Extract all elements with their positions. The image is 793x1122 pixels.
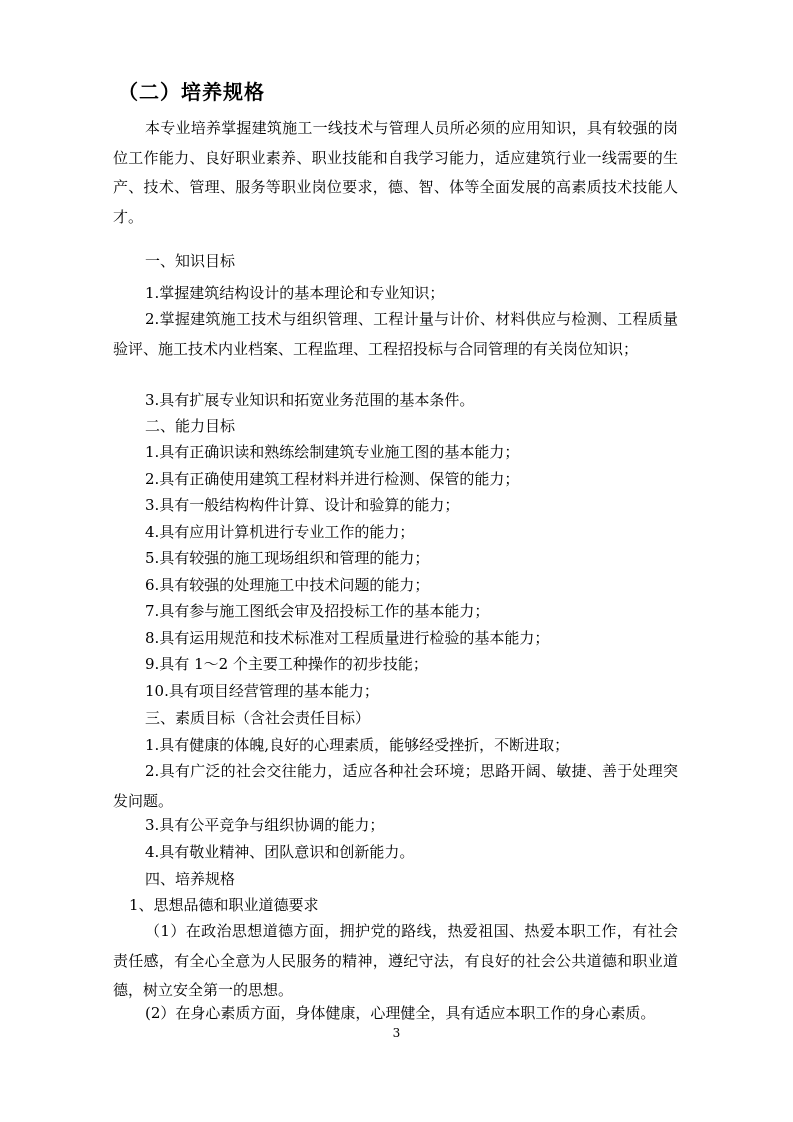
quality-item: 3.具有公平竞争与组织协调的能力； xyxy=(145,816,385,834)
ability-item: 4.具有应用计算机进行专业工作的能力； xyxy=(145,523,415,541)
section-title: （二）培养规格 xyxy=(118,80,265,104)
spec-heading: 四、培养规格 xyxy=(145,870,236,888)
ability-item: 2.具有正确使用建筑工程材料并进行检测、保管的能力； xyxy=(145,470,520,488)
ability-item: 5.具有较强的施工现场组织和管理的能力； xyxy=(145,549,430,567)
spec-subheading: 1、思想品德和职业道德要求 xyxy=(129,896,319,914)
page-number: 3 xyxy=(392,1026,401,1040)
ability-item: 8.具有运用规范和技术标准对工程质量进行检验的基本能力； xyxy=(145,629,550,647)
quality-heading: 三、素质目标（含社会责任目标） xyxy=(145,709,371,727)
intro-paragraph: 本专业培养掌握建筑施工一线技术与管理人员所必须的应用知识，具有较强的岗位工作能力、良好职业素养、职业技能和自我学习能力，适应建筑行业一线需要的生产、技术、管理、服务等职业岗位要求，德、智、体等全面发展的高素质技术技能人才。 xyxy=(113,119,678,226)
ability-item: 3.具有一般结构构件计算、设计和验算的能力； xyxy=(145,496,460,514)
ability-heading: 二、能力目标 xyxy=(145,417,236,435)
spec-item: (2）在身心素质方面，身体健康，心理健全，具有适应本职工作的身心素质。 xyxy=(145,1004,656,1022)
ability-item: 10.具有项目经营管理的基本能力； xyxy=(145,682,379,700)
ability-item: 9.具有 1～2 个主要工种操作的初步技能； xyxy=(145,655,428,673)
quality-item: 1.具有健康的体魄,良好的心理素质，能够经受挫折，不断进取； xyxy=(145,736,570,754)
knowledge-heading: 一、知识目标 xyxy=(145,252,236,270)
spec-item: （1）在政治思想道德方面，拥护党的路线，热爱祖国、热爱本职工作，有社会责任感，有全心全意为人民服务的精神，遵纪守法，有良好的社会公共道德和职业道德，树立安全第一的思想。 xyxy=(113,922,678,1000)
ability-item: 1.具有正确识读和熟练绘制建筑专业施工图的基本能力； xyxy=(145,443,520,461)
quality-item: 4.具有敬业精神、团队意识和创新能力。 xyxy=(145,843,415,861)
knowledge-item: 1.掌握建筑结构设计的基本理论和专业知识； xyxy=(145,284,445,302)
ability-item: 6.具有较强的处理施工中技术问题的能力； xyxy=(145,576,430,594)
quality-item: 2.具有广泛的社会交往能力，适应各种社会环境；思路开阔、敏捷、善于处理突发问题。 xyxy=(113,762,678,810)
knowledge-item: 3.具有扩展专业知识和拓宽业务范围的基本条件。 xyxy=(145,391,475,409)
knowledge-item: 2.掌握建筑施工技术与组织管理、工程计量与计价、材料供应与检测、工程质量验评、施工技术内业档案、工程监理、工程招投标与合同管理的有关岗位知识； xyxy=(113,310,678,358)
ability-item: 7.具有参与施工图纸会审及招投标工作的基本能力； xyxy=(145,602,490,620)
